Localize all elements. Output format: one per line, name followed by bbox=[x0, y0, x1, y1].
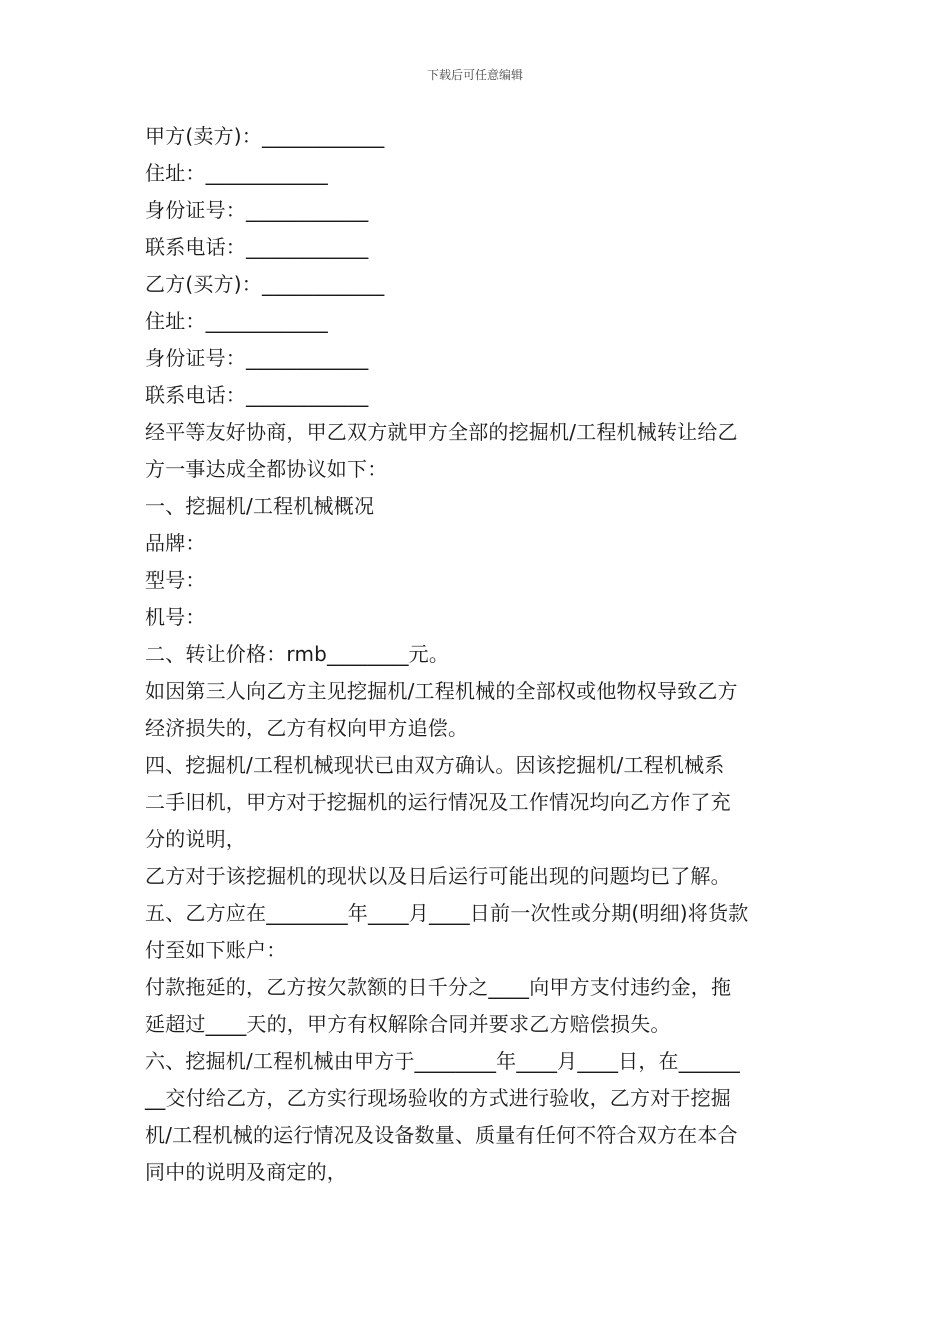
paragraph-line: 经济损失的，乙方有权向甲方追偿。 bbox=[145, 716, 469, 740]
section-five-line: 五、乙方应在________年____月____日前一次性或分期(明细)将货款 bbox=[145, 901, 749, 925]
seller-phone-line: 联系电话：____________ bbox=[145, 235, 369, 259]
seller-id-line: 身份证号：____________ bbox=[145, 198, 369, 222]
page-header: 下载后可任意编辑 bbox=[426, 68, 523, 82]
seller-name-line: 甲方(卖方)：____________ bbox=[145, 124, 385, 148]
paragraph-line: 付款拖延的，乙方按欠款额的日千分之____向甲方支付违约金，拖 bbox=[145, 975, 732, 999]
machine-number-field: 机号： bbox=[145, 605, 206, 629]
paragraph-line: 延超过____天的，甲方有权解除合同并要求乙方赔偿损失。 bbox=[145, 1012, 671, 1036]
section-six-line: __交付给乙方，乙方实行现场验收的方式进行验收，乙方对于挖掘 bbox=[145, 1086, 731, 1110]
buyer-id-line: 身份证号：____________ bbox=[145, 346, 369, 370]
section-five-line: 付至如下账户： bbox=[145, 938, 287, 962]
paragraph-line: 乙方对于该挖掘机的现状以及日后运行可能出现的问题均已了解。 bbox=[145, 864, 731, 888]
section-two-price: 二、转让价格：rmb________元。 bbox=[145, 642, 450, 666]
seller-address-line: 住址：____________ bbox=[145, 161, 328, 185]
section-six-line: 六、挖掘机/工程机械由甲方于________年____月____日，在______ bbox=[145, 1049, 740, 1073]
intro-paragraph-line: 方一事达成全都协议如下： bbox=[145, 457, 388, 481]
section-four-line: 四、挖掘机/工程机械现状已由双方确认。因该挖掘机/工程机械系 bbox=[145, 753, 725, 777]
buyer-address-line: 住址：____________ bbox=[145, 309, 328, 333]
section-six-line: 同中的说明及商定的， bbox=[145, 1160, 347, 1184]
buyer-phone-line: 联系电话：____________ bbox=[145, 383, 369, 407]
model-field: 型号： bbox=[145, 568, 206, 592]
intro-paragraph-line: 经平等友好协商，甲乙双方就甲方全部的挖掘机/工程机械转让给乙 bbox=[145, 420, 738, 444]
contract-body bbox=[145, 118, 810, 1191]
section-one-heading: 一、挖掘机/工程机械概况 bbox=[145, 494, 375, 518]
buyer-name-line: 乙方(买方)：____________ bbox=[145, 272, 385, 296]
section-four-line: 二手旧机，甲方对于挖掘机的运行情况及工作情况均向乙方作了充 bbox=[145, 790, 731, 814]
section-four-line: 分的说明， bbox=[145, 827, 246, 851]
section-six-line: 机/工程机械的运行情况及设备数量、质量有任何不符合双方在本合 bbox=[145, 1123, 738, 1147]
paragraph-line: 如因第三人向乙方主见挖掘机/工程机械的全部权或他物权导致乙方 bbox=[145, 679, 738, 703]
brand-field: 品牌： bbox=[145, 531, 206, 555]
